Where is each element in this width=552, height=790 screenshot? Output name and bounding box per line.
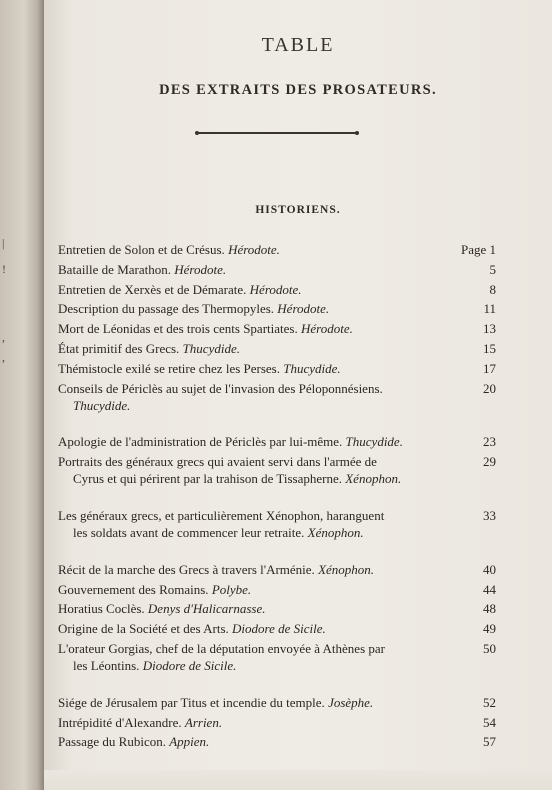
entry-title: Conseils de Périclès au sujet de l'invasion des Péloponnésiens.	[58, 380, 383, 396]
toc-entry	[58, 340, 496, 357]
entry-author: Xénophon.	[318, 561, 375, 577]
toc-entry	[58, 620, 496, 637]
entry-title: Entretien de Xerxès et de Démarate.	[58, 281, 247, 297]
entry-author: Xénophon.	[345, 471, 402, 487]
page-bottom-edge	[44, 770, 552, 790]
entry-title: Horatius Coclès.	[58, 601, 145, 617]
entry-author: Thucydide.	[345, 434, 403, 450]
entry-page: 50	[483, 640, 496, 656]
entry-title: Apologie de l'administration de Périclès par lui-même.	[58, 434, 343, 450]
entry-page: 52	[483, 694, 496, 710]
entry-page: 29	[483, 454, 496, 470]
entry-page: 40	[483, 561, 496, 577]
entry-title: Les généraux grecs, et particulièrement Xénophon, haranguent	[58, 507, 385, 523]
entry-page: Page 1	[460, 242, 496, 257]
entry-page: 13	[483, 321, 496, 337]
toc-entry	[58, 694, 496, 711]
entry-page: 44	[483, 581, 496, 597]
entry-page: 48	[483, 601, 496, 617]
entry-author: Hérodote.	[277, 301, 330, 317]
entry-page: 15	[483, 340, 496, 356]
toc-entry	[58, 600, 496, 617]
entry-title-continued: Cyrus et qui périrent par la trahison de Tissapherne.	[73, 471, 342, 487]
entry-title: Mort de Léonidas et des trois cents Spartiates.	[58, 321, 298, 337]
entry-author: Diodore de Sicile.	[232, 621, 326, 637]
table-of-contents	[58, 241, 496, 753]
entry-title: État primitif des Grecs.	[58, 340, 180, 356]
toc-entry	[58, 561, 496, 578]
page-subtitle: DES EXTRAITS DES PROSATEURS.	[159, 82, 437, 98]
entry-title: Bataille de Marathon.	[58, 261, 171, 277]
entry-title: Intrépidité d'Alexandre.	[58, 714, 182, 730]
entry-page: 11	[483, 301, 496, 317]
entry-page: 57	[483, 734, 496, 750]
entry-page: 5	[489, 261, 496, 277]
toc-entry	[58, 453, 496, 504]
entry-page: 33	[483, 507, 496, 523]
toc-entry	[58, 360, 496, 377]
entry-page: 20	[483, 380, 496, 396]
entry-author: Hérodote.	[249, 281, 302, 297]
toc-entry	[58, 733, 496, 750]
entry-title-continued: les Léontins.	[73, 657, 140, 673]
entry-page: 8	[489, 281, 496, 297]
adjacent-page-edge	[0, 0, 44, 790]
page-title: TABLE	[261, 34, 335, 56]
toc-entry	[58, 380, 496, 431]
entry-author: Appien.	[169, 734, 210, 750]
entry-author: Denys d'Halicarnasse.	[147, 601, 266, 617]
entry-title: Passage du Rubicon.	[58, 734, 166, 750]
entry-author: Arrien.	[184, 714, 223, 730]
entry-title: Récit de la marche des Grecs à travers l'Arménie.	[58, 561, 315, 577]
toc-entry	[58, 300, 496, 317]
entry-author: Hérodote.	[300, 321, 353, 337]
section-heading: HISTORIENS.	[255, 204, 341, 216]
toc-entry	[58, 241, 496, 258]
entry-title: Gouvernement des Romains.	[58, 581, 209, 597]
book-page	[44, 0, 552, 790]
entry-author: Hérodote.	[228, 242, 280, 257]
entry-title: L'orateur Gorgias, chef de la députation envoyée à Athènes par	[58, 640, 385, 656]
entry-author: Thucydide.	[283, 360, 341, 376]
entry-page: 54	[483, 714, 496, 730]
entry-title: Thémistocle exilé se retire chez les Perses.	[58, 360, 280, 376]
entry-author: Diodore de Sicile.	[142, 657, 237, 673]
entry-title: Portraits des généraux grecs qui avaient servi dans l'armée de	[58, 454, 377, 470]
entry-title: Description du passage des Thermopyles.	[58, 301, 275, 317]
entry-page: 17	[483, 360, 496, 376]
entry-author: Josèphe.	[328, 694, 374, 710]
entry-page: 49	[483, 621, 496, 637]
entry-title: Origine de la Société et des Arts.	[58, 621, 229, 637]
bleed-mark: !	[2, 262, 6, 276]
entry-title: Entretien de Solon et de Crésus.	[58, 242, 225, 257]
bleed-mark: ,	[2, 350, 5, 364]
toc-entry	[58, 261, 496, 278]
toc-entry	[58, 581, 496, 598]
entry-title: Siége de Jérusalem par Titus et incendie du temple.	[58, 694, 325, 710]
decorative-rule	[197, 132, 357, 134]
bleed-mark: |	[2, 236, 5, 250]
bleed-mark: ,	[2, 330, 5, 344]
toc-entry	[58, 281, 496, 298]
entry-page: 23	[483, 434, 496, 450]
toc-entry	[58, 640, 496, 691]
entry-author: Thucydide.	[182, 340, 240, 356]
toc-entry	[58, 714, 496, 731]
entry-author: Hérodote.	[174, 261, 227, 277]
toc-entry	[58, 320, 496, 337]
entry-author: Thucydide.	[73, 397, 131, 413]
toc-entry	[58, 433, 496, 450]
entry-title-continued: les soldats avant de commencer leur retraite.	[73, 524, 305, 540]
entry-author: Polybe.	[211, 581, 252, 597]
entry-author: Xénophon.	[307, 524, 364, 540]
toc-entry	[58, 507, 496, 558]
